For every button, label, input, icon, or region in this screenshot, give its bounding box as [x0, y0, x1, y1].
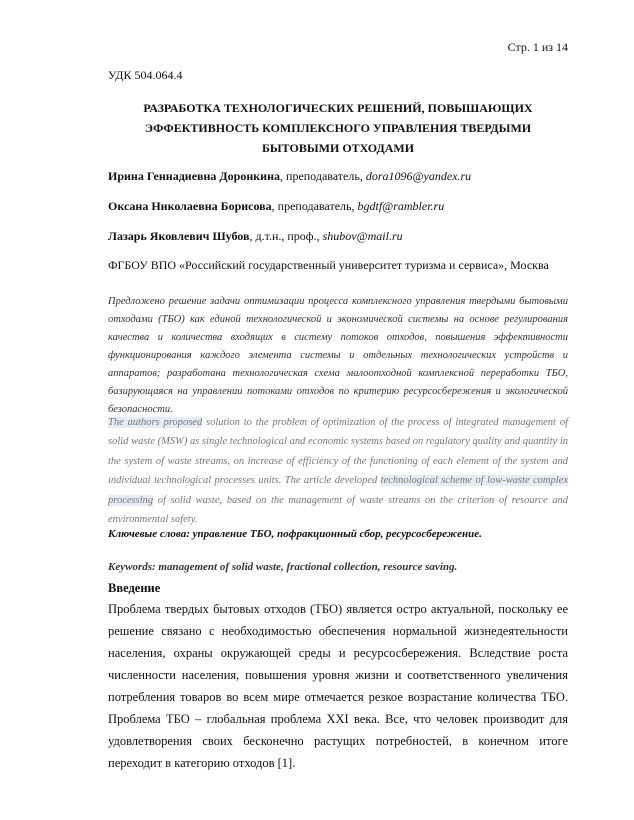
- author-role: , преподаватель,: [280, 169, 366, 183]
- highlight-selection: The authors proposed: [108, 417, 203, 428]
- organization: ФГБОУ ВПО «Российский государственный университет туризма и сервиса», Москва: [108, 258, 549, 272]
- highlight-selection: technological scheme of low-waste complex processing: [108, 475, 568, 506]
- author-name: Лазарь Яковлевич Шубов: [108, 229, 250, 243]
- keywords-russian: Ключевые слова: управление ТБО, пофракционный сбор, ресурсосбережение.: [108, 528, 482, 540]
- udk-code: УДК 504.064.4: [108, 68, 183, 82]
- author-3: [108, 228, 403, 244]
- author-role: , д.т.н., проф.,: [249, 229, 323, 243]
- author-role: , преподаватель,: [271, 199, 358, 213]
- intro-heading: Введение: [108, 581, 161, 595]
- abstract-russian: Предложено решение задачи оптимизации процесса комплексного управления твердыми бытовыми отходами (ТБО) как единой технологической и экономической системы на основе регулирования качества и количества входящих в систему потоков отходов, повышения эффективности функционирования каждого элемента системы и отдельных технологических устройств и аппаратов; разработана технологическая схема малоотходной комплексной переработки ТБО, базирующаяся на управлении потоками отходов по критерию ресурсосбережения и экологической безопасности.: [108, 296, 568, 415]
- intro-paragraph: Проблема твердых бытовых отходов (ТБО) является остро актуальной, поскольку ее решение связано с необходимостью обеспечения нормальной жизнедеятельности населения, охраны окружающей среды и ресурсосбережения. Вследствие роста численности населения, повышения уровня жизни и соответственного увеличения потребления товаров во всем мире отмечается резкое возрастание количества ТБО. Проблема ТБО – глобальная проблема XXI века. Все, что человек производит для удовлетворения своих бесконечно растущих потребностей, в конечном итоге переходит в категорию отходов [1].: [108, 602, 568, 770]
- author-name: Ирина Геннадиевна Доронкина: [108, 169, 281, 183]
- author-name: Оксана Николаевна Борисова: [108, 199, 272, 213]
- author-email[interactable]: dora1096@yandex.ru: [365, 169, 472, 183]
- keywords-english: Keywords: management of solid waste, fractional collection, resource saving.: [108, 561, 458, 573]
- author-email[interactable]: bgdtf@rambler.ru: [357, 199, 445, 213]
- abstract-text: solution to the problem of optimization of the process of integrated management of solid waste (MSW) as single technological and economic systems based on regulatory quality and quantity in the system of waste streams, on increase of efficiency of the functioning of each element of the system and individual technological processes units. The article developed: [108, 417, 568, 487]
- abstract-english: [108, 413, 568, 529]
- paper-title: РАЗРАБОТКА ТЕХНОЛОГИЧЕСКИХ РЕШЕНИЙ, ПОВЫШАЮЩИХ ЭФФЕКТИВНОСТЬ КОМПЛЕКСНОГО УПРАВЛЕНИЯ ТВЕРДЫМИ БЫТОВЫМИ ОТХОДАМИ: [143, 101, 533, 155]
- author-email[interactable]: shubov@mail.ru: [322, 229, 403, 243]
- author-2: [108, 198, 444, 214]
- author-1: [108, 168, 471, 184]
- page-number: Стр. 1 из 14: [507, 40, 568, 54]
- abstract-text: of solid waste, based on the management of waste streams on the criterion of resource and environmental safety.: [108, 494, 568, 526]
